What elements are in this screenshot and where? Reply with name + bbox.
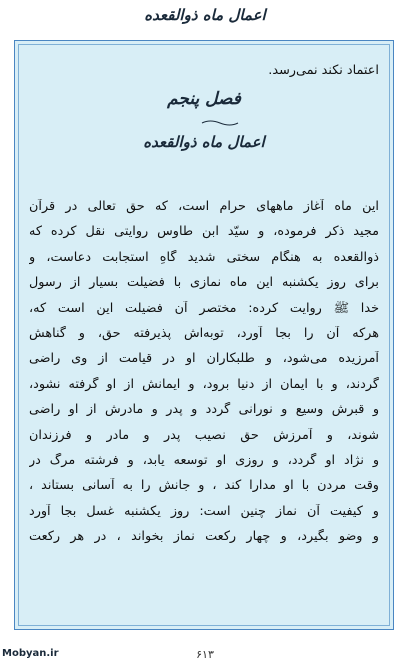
paragraph-line: مجید ذکر فرموده، و سیّد ابن طاوس روایتی نقل کرده که (29, 224, 379, 240)
flourish-divider (200, 119, 240, 127)
page-header-title: اعمال ماه ذوالقعده (144, 6, 266, 24)
paragraph-line: و قبرش وسیع و نورانی گردد و پدر و مادرش از او راضی (29, 402, 379, 418)
paragraph-line: ذوالقعده به هنگام سختی شدید گاهِ استجابت دعاست، و (29, 249, 379, 265)
paragraph-line: برای روز یکشنبه این ماه نمازی با فضیلت بسیار از رسول (29, 275, 379, 291)
first-line: اعتماد نکند نمی‌رسد. (268, 63, 379, 78)
paragraph-line: و کیفیت آن نماز چنین است: روز یکشنبه غسل بجا آورد (29, 503, 379, 519)
paragraph-line: گردند، و با ایمان از دنیا برود، و ایمانش از او گرفته نشود، (29, 376, 379, 392)
paragraph-line: هرکه آن را بجا آورد، توبه‌اش پذیرفته حق، و گناهش (29, 326, 379, 341)
section-subheading: اعمال ماه ذوالقعده (143, 133, 265, 151)
section-heading: فصل پنجم (167, 89, 241, 109)
page-number: ۶۱۳ (196, 648, 214, 661)
paragraph-line: این ماه آغاز ماههای حرام است، که حق تعالی در قرآن (29, 199, 379, 214)
paragraph-line: خدا ﷺ روایت کرده: مختصر آن فضیلت این است که، (29, 300, 379, 316)
paragraph-line: آمرزیده می‌شود، و طلبکاران او در قیامت از وی راضی (29, 351, 379, 367)
paragraph-line: وقت مردن با او مدارا کند ، و جانش را به آسانی بستاند ، (29, 478, 379, 494)
site-brand[interactable]: Mobyan.ir (2, 648, 59, 659)
content-panel (14, 40, 394, 630)
paragraph-line: شوند، و آمرزش حق نصیب پدر و مادر و فرزندان (29, 427, 379, 443)
paragraph-line: و وضو بگیرد، و چهار رکعت نماز بخواند ، در هر رکعت (29, 529, 379, 545)
paragraph-line: و نژاد او گردد، و روزی او توسعه یابد، و فرشته مرگ در (29, 453, 379, 468)
